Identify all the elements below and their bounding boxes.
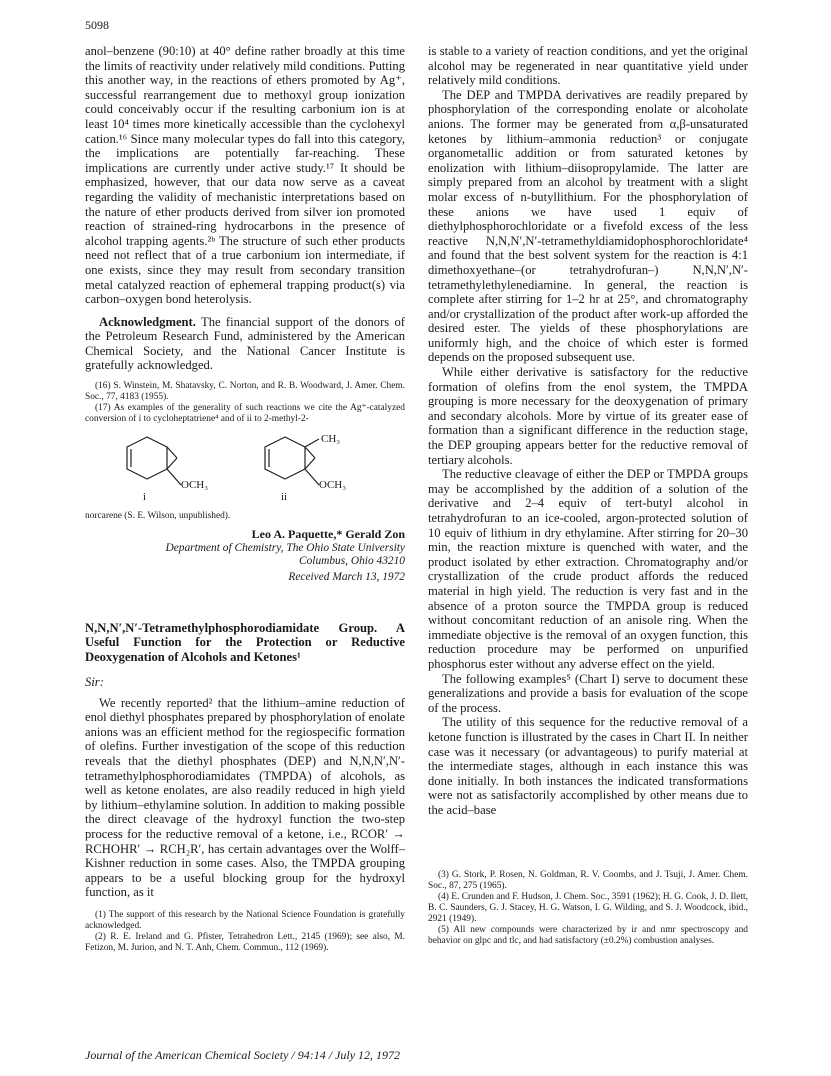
right-column xyxy=(428,44,748,817)
footnote-5: (5) All new compounds were characterized by ir and nmr spectroscopy and behavior on glpc and tlc, and had satisfactory (±0.2%) combustion analyses. xyxy=(428,925,748,946)
left-paragraph-2: We recently reported² that the lithium–amine reduction of enol diethyl phosphates prepared by phosphorylation of enolate anions was an efficient method for the regiospecific formation of olefins. Further investigation of the scope of this reduction reveals that the diethyl phosphates (DEP) and N,N,N′,N′-tetramethylphosphorodiamidates (TMPDA) of alcohols, as well as ketone enolates, are also readily reduced in high yield by lithium–ethylamine solution. In addition to making possible the direct cleavage of the hydroxyl function the two-step process for the reductive removal of a ketone, i.e., RCOR′ → RCHOHR′ → RCH₂R′, has certain advantages over the Wolff–Kishner reduction in some cases. Also, the TMPDA grouping appears to be a useful blocking group for the hydroxyl function, as it xyxy=(85,695,406,900)
page-number: 5098 xyxy=(85,18,109,32)
structure-i-och3: OCH₃ xyxy=(181,479,209,492)
right-footnotes xyxy=(428,870,748,947)
note-17: (17) As examples of the generality of such reactions we cite the Ag⁺-catalyzed conversion of i to cycloheptatriene⁴ and of ii to 2-methyl-2- xyxy=(85,403,405,425)
structure-ii-ch3: CH₃ xyxy=(321,433,341,446)
footnote-1: (1) The support of this research by the National Science Foundation is gratefully acknowledged. xyxy=(85,909,405,931)
structure-i-skeleton xyxy=(127,437,181,485)
article-title: N,N,N′,N′-Tetramethylphosphorodiamidate Group. A Useful Function for the Protection or Reductive Deoxygenation of Alcohols and Ketones¹ xyxy=(85,620,405,665)
salutation: Sir: xyxy=(85,674,104,689)
affiliation-line-2: Columbus, Ohio 43210 xyxy=(298,555,405,568)
received-date: Received March 13, 1972 xyxy=(288,570,405,583)
left-paragraph-1: anol–benzene (90:10) at 40° define rather broadly at this time the limits of reactivity under relatively mild conditions. Putting this another way, in the reactions of ethers promoted by Ag⁺, successful rearrangement due to methoxyl group ionization could conceivably occur if the resulting carbonium ion is at least 10⁴ times more kinetically accessible than the cyclohexyl cation.¹⁶ Since many molecular types do fall into this category, the implications are potentially far-reaching. These implications are currently under active study.¹⁷ It should be emphasized, however, that our data now serve as a caveat regarding the validity of mechanistic interpretations based on the nature of ether products derived from silver ion promoted reaction of strained-ring hydrocarbons in the presence of alcohol trapping agents.²ᵇ The structure of such ether products need not reflect that of a true carbonium ion intermediate, if one exists, since they may result from secondary transition metal catalyzed reaction of ephemeral trapping product(s) via carbon–oxygen bond heterolysis. xyxy=(85,44,405,307)
right-paragraph-6: The utility of this sequence for the reductive removal of a ketone function is illustrated by the cases in Chart II. In neither case was it necessary (or advantageous) to purify material at the intermediate stages, although in each instance this was done initially. In both instances the indicated transformations were not as satisfactorily accomplished by other means due to the acid–base xyxy=(428,715,748,817)
acknowledgment-heading: Acknowledgment. xyxy=(99,314,196,329)
footnote-4: (4) E. Crunden and F. Hudson, J. Chem. Soc., 3591 (1962); H. G. Cook, J. D. Ilett, B. C. Saunders, G. J. Stacey, H. G. Watson, I. G. Wilding, and S. J. Woodcock, ibid., 2921 (1949). xyxy=(428,892,748,924)
notes-16-17 xyxy=(85,381,405,425)
acknowledgment xyxy=(85,315,405,373)
note-17-continued: norcarene (S. E. Wilson, unpublished). xyxy=(85,511,231,522)
chemical-structures xyxy=(85,433,405,505)
right-paragraph-2: The DEP and TMPDA derivatives are readily prepared by phosphorylation of the corresponding enolate or alcoholate anions. The former may be generated from α,β-unsaturated ketones by lithium–ammonia reduction³ or conjugate organometallic addition or from saturated ketones by enolization with lithium–diisopropylamide. The latter are simply prepared from an alcohol by treatment with a slight molar excess of n-butyllithium. For the phosphorylation of these anions we have used 1 equiv of diethylphosphorochloridate or a fivefold excess of the less reactive N,N,N′,N′-tetramethyldiamidophosphorochloridate⁴ and found that the best solvent system for the reaction is 4:1 dimethoxyethane–(or tetrahydrofuran–) N,N,N′,N′-tetramethylethylenediamine. In general, the reaction is complete after stirring for 1–2 hr at 25°, and chromatography and/or crystallization of the product after work-up afforded the desired ester. The yields of these phosphorylations are uniformly high, and the choice of which ester is formed depends on the proposed subsequent use. xyxy=(428,87,748,365)
journal-footer: Journal of the American Chemical Society / 94:14 / July 12, 1972 xyxy=(85,1048,401,1062)
right-paragraph-1: is stable to a variety of reaction conditions, and yet the original alcohol may be regenerated in near quantitative yield under relatively mild conditions. xyxy=(428,44,748,88)
footnote-3: (3) G. Stork, P. Rosen, N. Goldman, R. V. Coombs, and J. Tsuji, J. Amer. Chem. Soc., 87, 275 (1965). xyxy=(428,870,748,891)
left-column xyxy=(85,44,405,954)
right-paragraph-5: The following examples⁵ (Chart I) serve to document these generalizations and provide a basis for evaluation of the scope of the process. xyxy=(428,671,748,715)
structure-ii-och3: OCH₃ xyxy=(319,479,347,492)
structure-ii-label: ii xyxy=(281,491,288,504)
authors: Leo A. Paquette,* Gerald Zon xyxy=(251,527,405,542)
structure-i-label: i xyxy=(143,491,147,504)
acknowledgment-text: The financial support of the donors of the Petroleum Research Fund, administered by the American Chemical Society, and the National Cancer Institute is gratefully acknowledged. xyxy=(85,314,405,373)
structure-ii-skeleton xyxy=(265,437,319,485)
right-paragraph-4: The reductive cleavage of either the DEP or TMPDA groups may be accomplished by the addition of a solution of the derivative and 2–4 equiv of tert-butyl alcohol in tetrahydrofuran to an ice-cooled, argon-protected solution of 10 equiv of lithium in dry ethylamine. After stirring for 20–30 min, the reaction mixture is quenched with water, and the product isolated by ether extraction. Chromatography and/or crystallization of the crude product affords the reduced material in high yield. The reduction is very fast and in the absence of a proton source the TMPDA group is reduced without concomitant reduction of an anisole ring. When the immediate objective is the removal of an oxygen function, this reduction procedure may be performed on unpurified phosphorus ester without any adverse effect on the yield. xyxy=(428,467,748,671)
right-paragraph-3: While either derivative is satisfactory for the reductive formation of olefins from the enol system, the TMPDA grouping is more necessary for the deoxygenation of primary and secondary alcohols. More by virtue of its greater ease of formation than a significant difference in the reduction stage, the DEP grouping appears better for the reductive removal of tertiary alcohols. xyxy=(428,365,748,467)
note-16: (16) S. Winstein, M. Shatavsky, C. Norton, and R. B. Woodward, J. Amer. Chem. Soc., 77, 4183 (1955). xyxy=(85,381,405,403)
left-footnotes xyxy=(85,910,405,954)
footnote-2: (2) R. E. Ireland and G. Pfister, Tetrahedron Lett., 2145 (1969); see also, M. Fetizon, M. Jurion, and N. T. Anh, Chem. Commun., 112 (1969). xyxy=(85,931,405,953)
affiliation-line-1: Department of Chemistry, The Ohio State University xyxy=(165,542,405,555)
structure-drawings xyxy=(85,433,405,505)
